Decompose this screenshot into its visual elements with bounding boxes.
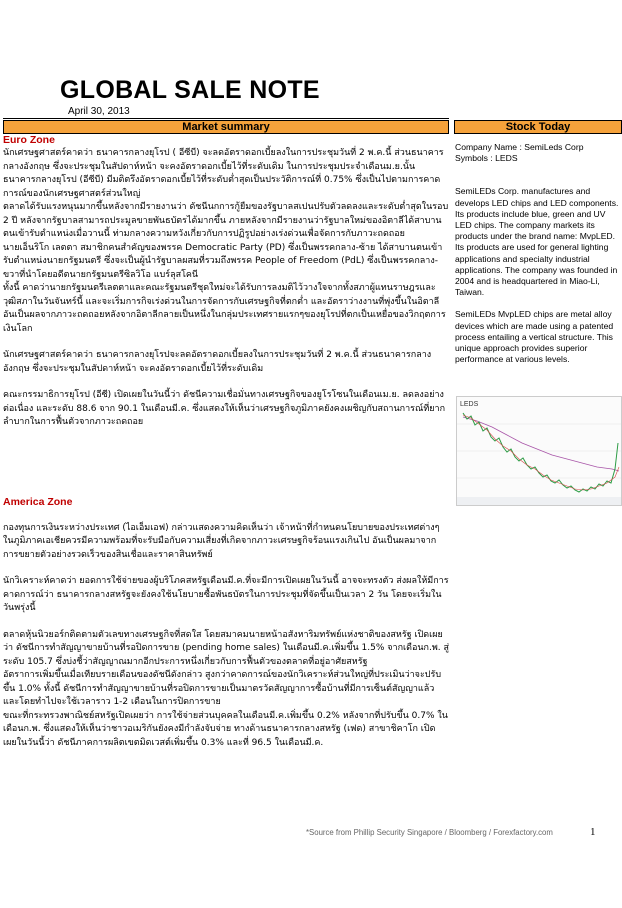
stock-price-chart: [456, 396, 622, 506]
product-description: SemiLEDs MvpLED chips are metal alloy devices which are made using a patented process entailing a vertical structure. This unique approach provides superior performance at various levels.: [455, 309, 614, 365]
company-symbols: Symbols : LEDS: [455, 153, 518, 164]
euro-paragraph-2: นักเศรษฐศาสตร์คาดว่า ธนาคารกลางยุโรปจะลดอัตราดอกเบี้ยลงในการประชุมวันที่ 2 พ.ค.นี้ ส่วนธนาคารกลางอังกฤษ ซึ่งจะประชุมในสัปดาห์หน้า จะคงอัตราดอกเบี้ยไว้ที่ระดับเดิม: [3, 350, 432, 374]
america-paragraph-2: นักวิเคราะห์คาดว่า ยอดการใช้จ่ายของผู้บริโภคสหรัฐเดือนมี.ค.ที่จะมีการเปิดเผยในวันนี้ อาจจะทรงตัว ส่งผลให้มีการคาดการณ์ว่า ธนาคารกลางสหรัฐจะยังคงใช้นโยบายซื้อพันธบัตรในการประชุมที่จัดขึ้นเป็นเวลา 2 วัน โดยจะเริ่มในวันพรุ่งนี้: [3, 576, 449, 613]
america-paragraph-3: ตลาดหุ้นนิวยอร์กติดตามตัวเลขทางเศรษฐกิจที่สดใส โดยสมาคมนายหน้าอสังหาริมทรัพย์แห่งชาติของสหรัฐ เปิดเผยว่า ดัชนีการทำสัญญาขายบ้านที่รอปิดการขาย (pending home sales) ในเดือนมี.ค.เพิ่มขึ้น 1.5% จากเดือนก.พ. สู่ระดับ 105.7 ซึ่งบ่งชี้ว่าสัญญาณมากอีกประการหนึ่งเกี่ยวกับการฟื้นตัวของตลาดที่อยู่อาศัยสหรัฐ อัตราการเพิ่มขึ้นเมื่อเทียบรายเดือนของดัชนีดังกล่าว สูงกว่าคาดการณ์ของนักวิเคราะห์ส่วนใหญ่ที่ประเมินว่าจะปรับขึ้น 1.0% ทั้งนี้ ดัชนีการทำสัญญาขายบ้านที่รอปิดการขายเป็นมาตรวัดสัญญาการซื้อบ้านที่มีการเซ็นต์สัญญาแล้ว และโดยทำไปจะใช้เวลาราว 1-2 เดือนในการปิดการขาย ขณะที่กระทรวงพาณิชย์สหรัฐเปิดเผยว่า การใช้จ่ายส่วนบุคคลในเดือนมี.ค.เพิ่มขึ้น 0.2% หลังจากที่ปรับขึ้น 0.7% ในเดือนก.พ. ซึ่งแสดงให้เห็นว่าชาวอเมริกันยังคงมีกำลังจับจ่าย ทางด้านธนาคารกลางสหรัฐ (เฟด) สาขาชิคาโก เปิดเผยในวันนี้ว่า ดัชนีภาคการผลิตเขตมิดเวสต์เพิ่มขึ้น 0.3% และที่ 96.5 ในเดือนมี.ค.: [3, 629, 449, 748]
document-title: GLOBAL SALE NOTE: [60, 76, 320, 104]
page-number: 1: [590, 826, 596, 838]
euro-paragraph-1: นักเศรษฐศาสตร์คาดว่า ธนาคารกลางยุโรป ( อีซีบี) จะลดอัตราดอกเบี้ยลงในการประชุมวันที่ 2 พ.ค.นี้ ส่วนธนาคารกลางอังกฤษ ซึ่งจะประชุมในสัปดาห์หน้า จะคงอัตราดอกเบี้ยไว้ที่ระดับเดิม ในการประชุมประจำเดือนม.ย.นั้น ธนาคารกลางยุโรป (อีซีบี) มีมติตรึงอัตราดอกเบี้ยไว้ที่ระดับต่ำสุดเป็นประวัติการณ์ที่ 0.75% ซึ่งเป็นไปตามการคาดการณ์ของนักเศรษฐศาสตร์ส่วนใหญ่ ตลาดได้รับแรงหนุนมากขึ้นหลังจากมีรายงานว่า ดัชนีนกการกู้ยืมของรัฐบาลสเปนปรับตัวลดลงและระดับต่ำสุดในรอบ 2 ปี หลังจากรัฐบาลสามารถประมูลขายพันธบัตรได้มากขึ้น ภายหลังจากมีรายงานว่ารัฐบาลใหม่ของอิตาลีได้สาบานตนเข้ารับตำแหน่งเมื่อวานนี้ ท่ามกลางความหวังเกี่ยวกับการปฏิรูปอย่างเร่งด่วนเพื่อจัดการกับภาวะถดถอย นายเอ็นริโก เลตตา สมาชิกคนสำคัญของพรรค Democratic Party (PD) ซึ่งเป็นพรรคกลาง-ซ้าย ได้สาบานตนเข้ารับตำแหน่งนายกรัฐมนตรี ซึ่งจะเป็นผู้นำรัฐบาลผสมที่รวมถึงพรรค People of Freedom (PdL) ซึ่งเป็นพรรคกลาง-ขวาที่นำโดยอดีตนายกรัฐมนตรีซิลวิโอ แบร์ลุสโคนี ทั้งนี้ คาดว่านายกรัฐมนตรีเลตตาและคณะรัฐมนตรีชุดใหม่จะได้รับการลงมติไว้วางใจจากทั้งสภาผู้แทนราษฎรและวุฒิสภาในวันจันทร์นี้ และจะเริ่มการกิจเร่งด่วนในการจัดการกับเศรษฐกิจที่ตกต่ำ และอัตราว่างงานที่พุ่งขึ้นในอิตาลี อันเป็นผลจากภาวะถดถอยหลังจากอิตาลีกลายเป็นหนึ่งในกลุ่มประเทศรายแรกๆของยุโรปที่ตกเป็นเหยื่อของวิกฤตการเงินโลก: [3, 148, 449, 334]
title-divider: [3, 118, 449, 119]
company-name: Company Name : SemiLeds Corp: [455, 142, 584, 152]
market-summary-column: [3, 134, 449, 750]
euro-paragraph-3: คณะกรรมาธิการยุโรป (อีซี) เปิดเผยในวันนี้ว่า ดัชนีความเชื่อมั่นทางเศรษฐกิจของยูโรโซนในเดือนเม.ย. ลดลงอย่างต่อเนื่อง และระดับ 88.6 จาก 90.1 ในเดือนมี.ค. ซึ่งแสดงให้เห็นว่าเศรษฐกิจภูมิภาคยังคงเผชิญกับสถานการณ์ที่ยากลำบากในการฟื้นตัวจากภาวะถดถอย: [3, 390, 446, 427]
source-note: *Source from Phillip Security Singapore / Bloomberg / Forexfactory.com: [306, 828, 553, 837]
stock-price-chart-graphic: [457, 397, 621, 505]
america-paragraph-1: กองทุนการเงินระหว่างประเทศ (ไอเอ็มเอฟ) กล่าวแสดงความคิดเห็นว่า เจ้าหน้าที่กำหนดนโยบายของประเทศต่างๆในภูมิภาคเอเชียควรมีความพร้อมที่จะรับมือกับความเสี่ยงที่เกิดจากภาวะเศรษฐกิจร้อนแรงเกินไป อันเป็นผลมาจากการขยายตัวอย่างรวดเร็วของสินเชื่อและราคาสินทรัพย์: [3, 522, 440, 560]
chart-ticker-label: LEDS: [460, 401, 479, 408]
euro-zone-heading: Euro Zone: [3, 134, 55, 146]
america-zone-heading: America Zone: [3, 495, 73, 508]
stock-today-header: Stock Today: [454, 120, 622, 134]
company-description: SemiLEDs Corp. manufactures and develops LED chips and LED components. Its products include blue, green and UV LED chips. The company markets its products under the brand name: MvpLED. Its products are used for general lighting applications and specialty industrial applications. The company was founded in 2004 and is headquartered in Miao-Li, Taiwan.: [455, 186, 619, 298]
stock-today-column: [455, 134, 621, 365]
chart-volume-strip: [457, 497, 621, 505]
market-summary-header: Market summary: [3, 120, 449, 134]
document-date: April 30, 2013: [68, 106, 130, 117]
